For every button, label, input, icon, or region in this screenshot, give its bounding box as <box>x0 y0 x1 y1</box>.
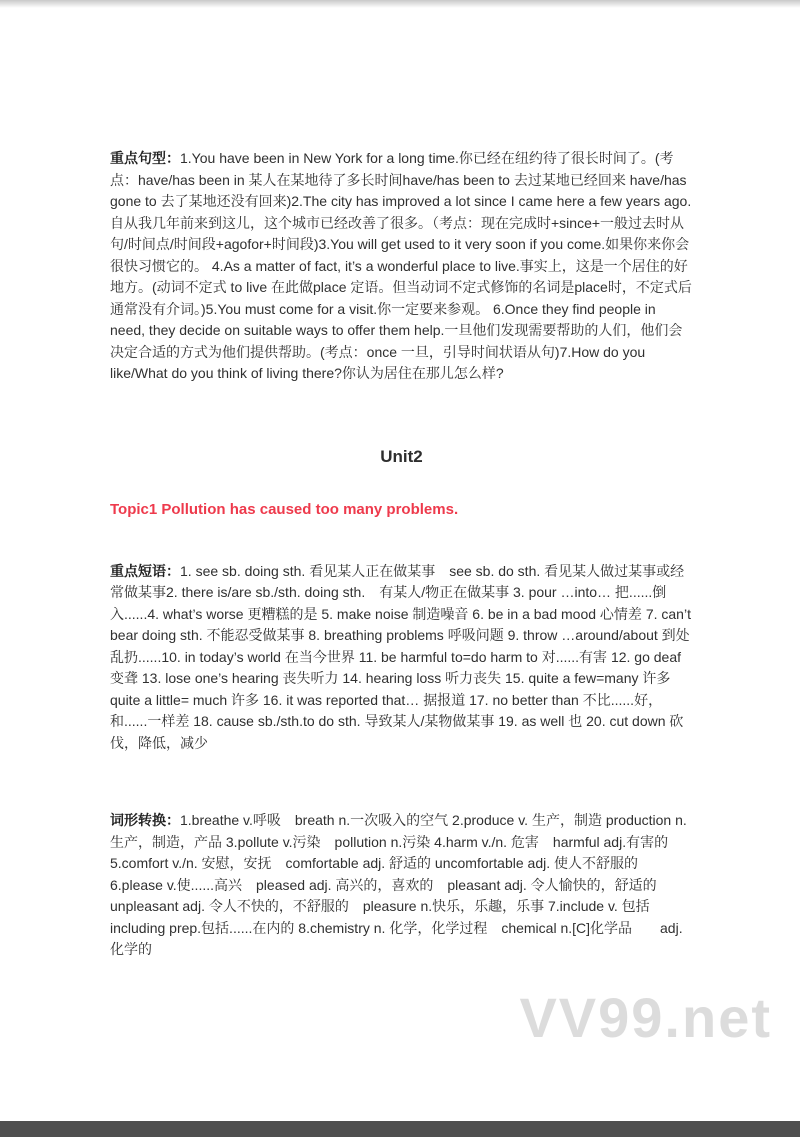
paragraph-key-phrases <box>110 561 693 755</box>
section-label-key-phrases: 重点短语： <box>110 562 180 579</box>
section-label-word-forms: 词形转换： <box>110 812 180 828</box>
unit-heading: Unit2 <box>380 446 423 466</box>
section-label-key-sentences: 重点句型： <box>110 150 180 166</box>
watermark: VV99.net <box>519 986 772 1049</box>
page-top-edge <box>0 0 800 8</box>
topic-heading: Topic1 Pollution has caused too many problems. <box>110 500 459 518</box>
page-bottom-bar <box>0 1121 800 1137</box>
paragraph-key-sentences <box>110 148 693 385</box>
document-content <box>110 0 693 961</box>
section-body-word-forms: 1.breathe v.呼吸 breath n.一次吸入的空气 2.produce v. 生产，制造 production n.生产，制造，产品 3.pollute v.污染 pollution n.污染 4.harm v./n. 危害 harmful adj.有害的 5.comfort v./n. 安慰，安抚 comfortable adj. 舒适的 uncomfortable adj. 使人不舒服的 6.please v.使......高兴 pleased adj. 高兴的，喜欢的 pleasant adj. 令人愉快的，舒适的 unpleasant adj. 令人不快的，不舒服的 pleasure n.快乐，乐趣，乐事 7.include v. 包括 including prep.包括......在内的 8.chemistry n. 化学，化学过程 chemical n.[C]化学品 adj. 化学的 <box>110 812 687 957</box>
section-body-key-phrases: 1. see sb. doing sth. 看见某人正在做某事 see sb. do sth. 看见某人做过某事或经常做某事2. there is/are sb./sth. doing sth. 有某人/物正在做某事 3. pour …into… 把......倒入......4. what’s worse 更糟糕的是 5. make noise 制造噪音 6. be in a bad mood 心情差 7. can’t bear doing sth. 不能忍受做某事 8. breathing problems 呼吸问题 9. throw …around/about 到处乱扔......10. in today’s world 在当今世界 11. be harmful to=do harm to 对......有害 12. go deaf 变聋 13. lose one’s hearing 丧失听力 14. hearing loss 听力丧失 15. quite a few=many 许多 quite a little= much 许多 16. it was reported that… 据报道 17. no better than 不比......好，和......一样差 18. cause sb./sth.to do sth. 导致某人/某物做某事 19. as well 也 20. cut down 砍伐，降低，减少 <box>110 562 691 751</box>
paragraph-word-forms <box>110 810 693 961</box>
section-body-key-sentences: 1.You have been in New York for a long time.你已经在纽约待了很长时间了。(考点：have/has been in 某人在某地待了多长时间have/has been to 去过某地已经回来 have/has gone to 去了某地还没有回来)2.The city has improved a lot since I came here a few years ago.自从我几年前来到这儿，这个城市已经改善了很多。（考点：现在完成时+since+一般过去时从句/时间点/时间段+agofor+时间段)3.You will get used to it very soon if you come.如果你来你会很快习惯它的。 4.As a matter of fact, it’s a wonderful place to live.事实上，这是一个居住的好地方。(动词不定式 to live 在此做place 定语。但当动词不定式修饰的名词是place时，不定式后通常没有介词。)5.You must come for a visit.你一定要来参观。 6.Once they find people in need, they decide on suitable ways to offer them help.一旦他们发现需要帮助的人们，他们会决定合适的方式为他们提供帮助。(考点：once 一旦，引导时间状语从句)7.How do you like/What do you think of living there?你认为居住在那儿怎么样? <box>110 150 692 381</box>
